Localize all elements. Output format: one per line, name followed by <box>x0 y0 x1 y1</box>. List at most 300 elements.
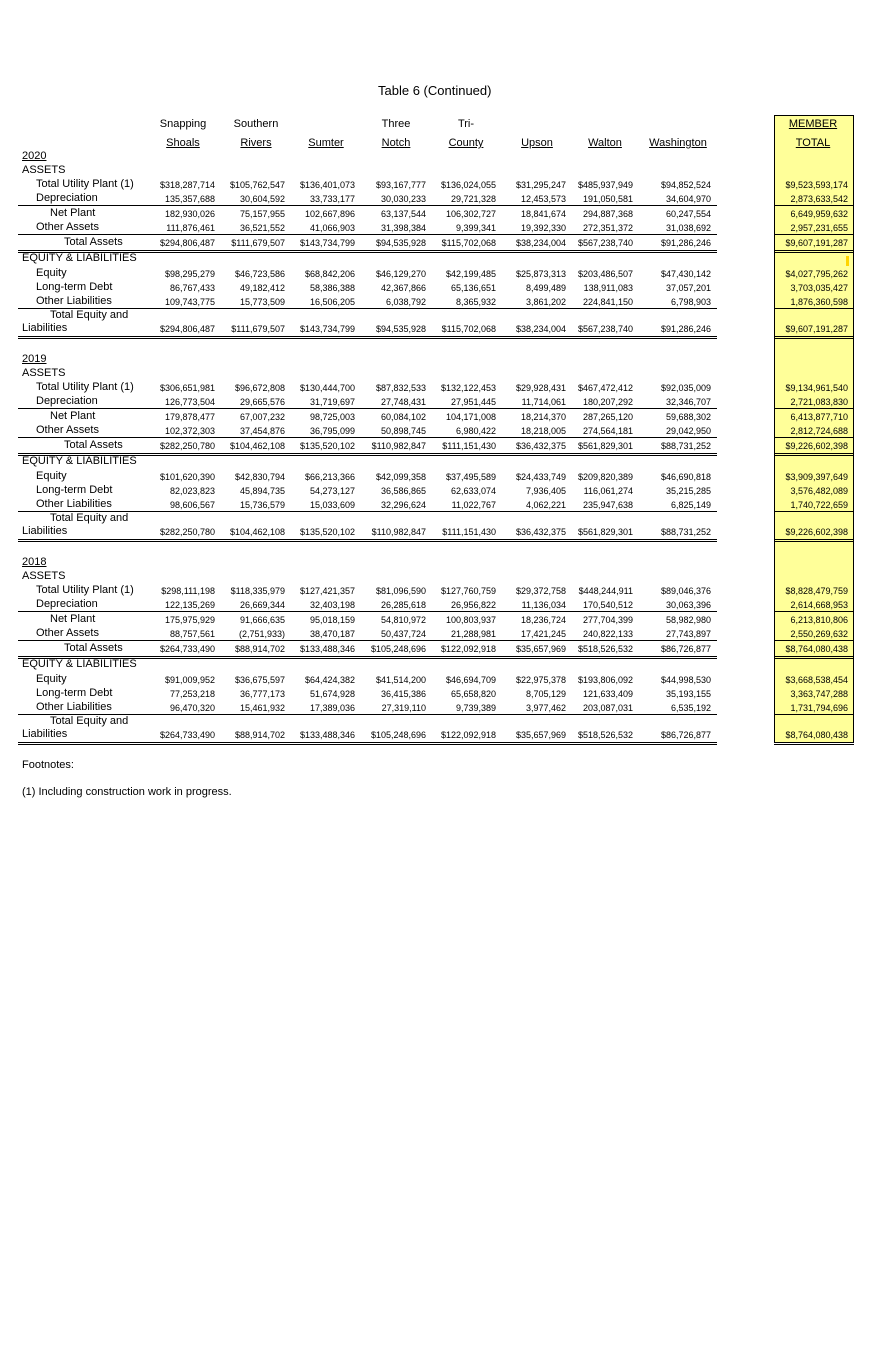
cell-total-utility-plant: $306,651,981 <box>159 383 215 393</box>
cell-net-plant: 63,137,544 <box>380 209 426 219</box>
cell-long-term-debt: 37,057,201 <box>665 283 711 293</box>
cell-total-utility-plant: $9,134,961,540 <box>785 383 848 393</box>
cell-long-term-debt: 45,894,735 <box>239 486 285 496</box>
cell-long-term-debt: 35,215,285 <box>665 486 711 496</box>
cell-other-liabilities: 15,736,579 <box>239 500 285 510</box>
cell-total-utility-plant: $298,111,198 <box>161 586 215 596</box>
cell-equity: $101,620,390 <box>159 472 215 482</box>
cell-total-assets: $36,432,375 <box>515 441 566 451</box>
cell-total-eq-liab: $264,733,490 <box>159 730 215 740</box>
cell-total-assets: $9,607,191,287 <box>785 238 848 248</box>
cell-depreciation: 27,748,431 <box>380 397 426 407</box>
cell-depreciation: 2,614,668,953 <box>790 600 848 610</box>
cell-equity: $203,486,507 <box>577 269 633 279</box>
cell-total-assets: $282,250,780 <box>159 441 215 451</box>
cell-long-term-debt: 58,386,388 <box>309 283 355 293</box>
cell-equity: $41,514,200 <box>375 675 426 685</box>
cell-long-term-debt: 8,499,489 <box>525 283 566 293</box>
cell-total-eq-liab: $9,607,191,287 <box>785 324 848 334</box>
cell-other-assets: (2,751,933) <box>238 629 285 639</box>
cell-net-plant: 100,803,937 <box>445 615 496 625</box>
cell-total-eq-liab: $143,734,799 <box>299 324 355 334</box>
cell-long-term-debt: 36,415,386 <box>380 689 426 699</box>
cell-total-assets: $567,238,740 <box>577 238 633 248</box>
cell-other-liabilities: 16,506,205 <box>309 297 355 307</box>
cell-equity: $37,495,589 <box>445 472 496 482</box>
cell-equity: $36,675,597 <box>234 675 285 685</box>
cell-equity: $46,723,586 <box>234 269 285 279</box>
cell-net-plant: 104,171,008 <box>445 412 496 422</box>
cell-equity: $42,199,485 <box>445 269 496 279</box>
cell-other-assets: 2,550,269,632 <box>790 629 848 639</box>
cell-depreciation: 126,773,504 <box>164 397 215 407</box>
cell-long-term-debt: 3,363,747,288 <box>790 689 848 699</box>
cell-other-assets: 29,042,950 <box>665 426 711 436</box>
column-header-line2: Upson <box>521 137 553 149</box>
cell-total-eq-liab: $38,234,004 <box>515 324 566 334</box>
underline-rule <box>18 308 717 309</box>
cell-other-assets: 272,351,372 <box>582 223 633 233</box>
cell-total-eq-liab: $518,526,532 <box>577 730 633 740</box>
cell-other-assets: 240,822,133 <box>582 629 633 639</box>
cell-other-liabilities: 4,062,221 <box>525 500 566 510</box>
cell-other-liabilities: 98,606,567 <box>169 500 215 510</box>
cell-total-assets: $561,829,301 <box>577 441 633 451</box>
row-label-total-assets: Total Assets <box>64 236 123 248</box>
cell-depreciation: 30,030,233 <box>380 194 426 204</box>
cell-equity: $68,842,206 <box>304 269 355 279</box>
cell-other-assets: 2,812,724,688 <box>790 426 848 436</box>
row-label-other-assets: Other Assets <box>36 221 99 233</box>
cell-total-utility-plant: $136,024,055 <box>440 180 496 190</box>
cell-other-assets: 27,743,897 <box>665 629 711 639</box>
cell-other-assets: 6,980,422 <box>455 426 496 436</box>
cell-net-plant: 18,236,724 <box>520 615 566 625</box>
cell-total-eq-liab: $122,092,918 <box>440 730 496 740</box>
cell-depreciation: 34,604,970 <box>665 194 711 204</box>
cell-long-term-debt: 116,061,274 <box>583 486 633 496</box>
assets-heading: ASSETS <box>22 367 66 379</box>
cell-other-assets: 19,392,330 <box>520 223 566 233</box>
cell-other-liabilities: 6,798,903 <box>670 297 711 307</box>
cell-other-liabilities: 235,947,638 <box>582 500 633 510</box>
cell-total-utility-plant: $118,335,979 <box>230 586 285 596</box>
cell-total-assets: $294,806,487 <box>159 238 215 248</box>
cell-total-eq-liab: $86,726,877 <box>660 730 711 740</box>
column-header-line2: Walton <box>588 137 622 149</box>
member-total-top-border <box>774 115 854 116</box>
cell-net-plant: 277,704,399 <box>582 615 633 625</box>
cell-long-term-debt: 62,633,074 <box>450 486 496 496</box>
cell-equity: $22,975,378 <box>515 675 566 685</box>
cell-total-eq-liab: $135,520,102 <box>299 527 355 537</box>
row-label-net-plant: Net Plant <box>50 207 96 219</box>
underline-rule <box>18 611 717 612</box>
cell-long-term-debt: 82,023,823 <box>169 486 215 496</box>
cell-total-utility-plant: $93,167,777 <box>375 180 426 190</box>
cell-depreciation: 29,665,576 <box>239 397 285 407</box>
total-equity-liabilities-label-2: Liabilities <box>22 728 68 740</box>
row-label-total-utility-plant: Total Utility Plant (1) <box>36 178 134 190</box>
cell-other-liabilities: 27,319,110 <box>381 703 426 713</box>
underline-rule <box>774 714 854 715</box>
cell-depreciation: 29,721,328 <box>450 194 496 204</box>
cell-net-plant: 75,157,955 <box>239 209 285 219</box>
cell-depreciation: 30,604,592 <box>239 194 285 204</box>
cell-total-assets: $110,982,847 <box>371 441 426 451</box>
cell-equity: $42,099,358 <box>375 472 426 482</box>
cell-equity: $4,027,795,262 <box>785 269 848 279</box>
cell-total-assets: $94,535,928 <box>375 238 426 248</box>
total-equity-liabilities-label-2: Liabilities <box>22 322 68 334</box>
cell-net-plant: 179,878,477 <box>164 412 215 422</box>
cell-depreciation: 30,063,396 <box>665 600 711 610</box>
cell-other-assets: 38,470,187 <box>309 629 355 639</box>
cell-depreciation: 26,956,822 <box>450 600 496 610</box>
cell-total-utility-plant: $94,852,524 <box>660 180 711 190</box>
cell-net-plant: 106,302,727 <box>445 209 496 219</box>
cell-total-utility-plant: $29,372,758 <box>515 586 566 596</box>
cell-total-utility-plant: $136,401,073 <box>299 180 355 190</box>
cell-total-utility-plant: $448,244,911 <box>578 586 633 596</box>
cell-long-term-debt: 65,136,651 <box>450 283 496 293</box>
cell-other-assets: 36,795,099 <box>309 426 355 436</box>
cell-total-assets: $104,462,108 <box>229 441 285 451</box>
equity-liabilities-heading: EQUITY & LIABILITIES <box>22 455 137 467</box>
row-label-other-liabilities: Other Liabilities <box>36 498 112 510</box>
cell-other-assets: 31,038,692 <box>665 223 711 233</box>
cell-depreciation: 2,873,633,542 <box>790 194 848 204</box>
assets-heading: ASSETS <box>22 164 66 176</box>
cell-total-utility-plant: $29,928,431 <box>515 383 566 393</box>
underline-rule <box>18 234 717 235</box>
column-header-line1: Tri- <box>457 118 475 130</box>
underline-rule <box>774 437 854 438</box>
cell-other-liabilities: 1,876,360,598 <box>790 297 848 307</box>
footnote-item: (1) Including construction work in progress. <box>22 786 232 798</box>
column-header-line1: Three <box>381 118 411 130</box>
cell-net-plant: 59,688,302 <box>665 412 711 422</box>
cell-depreciation: 2,721,083,830 <box>790 397 848 407</box>
cell-long-term-debt: 51,674,928 <box>309 689 355 699</box>
double-rule <box>774 539 854 542</box>
underline-rule <box>774 205 854 206</box>
double-rule <box>18 453 717 456</box>
underline-rule <box>774 308 854 309</box>
cell-total-assets: $88,914,702 <box>234 644 285 654</box>
cell-other-assets: 50,437,724 <box>380 629 426 639</box>
cell-other-liabilities: 6,535,192 <box>670 703 711 713</box>
cell-long-term-debt: 49,182,412 <box>239 283 285 293</box>
cell-total-assets: $115,702,068 <box>441 238 496 248</box>
cell-total-utility-plant: $8,828,479,759 <box>785 586 848 596</box>
cell-total-eq-liab: $294,806,487 <box>159 324 215 334</box>
cell-total-utility-plant: $485,937,949 <box>577 180 633 190</box>
cell-total-eq-liab: $94,535,928 <box>375 324 426 334</box>
cell-total-eq-liab: $88,731,252 <box>660 527 711 537</box>
row-label-depreciation: Depreciation <box>36 395 98 407</box>
cell-total-utility-plant: $132,122,453 <box>440 383 496 393</box>
cell-depreciation: 11,136,034 <box>521 600 566 610</box>
cell-total-eq-liab: $111,679,507 <box>231 324 285 334</box>
row-label-equity: Equity <box>36 470 67 482</box>
cell-net-plant: 175,975,929 <box>164 615 215 625</box>
cell-net-plant: 6,413,877,710 <box>790 412 848 422</box>
column-header-line2: Rivers <box>240 137 272 149</box>
cell-other-assets: 274,564,181 <box>582 426 633 436</box>
column-header-line2: County <box>448 137 484 149</box>
row-label-other-liabilities: Other Liabilities <box>36 295 112 307</box>
cell-total-assets: $88,731,252 <box>660 441 711 451</box>
cell-total-utility-plant: $127,760,759 <box>440 586 496 596</box>
cell-other-assets: 88,757,561 <box>169 629 215 639</box>
cell-net-plant: 294,887,368 <box>582 209 633 219</box>
cell-long-term-debt: 121,633,409 <box>582 689 633 699</box>
cell-other-assets: 21,288,981 <box>450 629 496 639</box>
cell-total-eq-liab: $104,462,108 <box>229 527 285 537</box>
cell-other-liabilities: 1,740,722,659 <box>790 500 848 510</box>
underline-rule <box>18 714 717 715</box>
cell-total-eq-liab: $133,488,346 <box>299 730 355 740</box>
cell-total-utility-plant: $92,035,009 <box>660 383 711 393</box>
row-label-long-term-debt: Long-term Debt <box>36 484 113 496</box>
double-rule <box>18 742 717 745</box>
footnotes-heading: Footnotes: <box>22 759 74 771</box>
cell-other-liabilities: 3,861,202 <box>525 297 566 307</box>
underline-rule <box>774 611 854 612</box>
row-label-other-assets: Other Assets <box>36 627 99 639</box>
row-label-long-term-debt: Long-term Debt <box>36 281 113 293</box>
cell-total-assets: $8,764,080,438 <box>785 644 848 654</box>
cell-depreciation: 122,135,269 <box>164 600 215 610</box>
cell-total-eq-liab: $111,151,430 <box>442 527 496 537</box>
row-label-total-assets: Total Assets <box>64 642 123 654</box>
cell-total-utility-plant: $9,523,593,174 <box>785 180 848 190</box>
underline-rule <box>18 437 717 438</box>
cell-depreciation: 191,050,581 <box>582 194 633 204</box>
cell-total-assets: $135,520,102 <box>299 441 355 451</box>
cell-long-term-debt: 138,911,083 <box>583 283 633 293</box>
cell-net-plant: 6,213,810,806 <box>790 615 848 625</box>
cell-long-term-debt: 86,767,433 <box>169 283 215 293</box>
cell-other-assets: 111,876,461 <box>166 223 215 233</box>
cell-net-plant: 102,667,896 <box>304 209 355 219</box>
cell-other-liabilities: 15,033,609 <box>309 500 355 510</box>
member-total-header-line1: MEMBER <box>788 118 838 130</box>
cell-equity: $42,830,794 <box>234 472 285 482</box>
section-year: 2018 <box>22 556 47 568</box>
cell-other-liabilities: 9,739,389 <box>455 703 496 713</box>
cell-long-term-debt: 35,193,155 <box>665 689 711 699</box>
double-rule <box>18 539 717 542</box>
row-label-depreciation: Depreciation <box>36 598 98 610</box>
cell-equity: $44,998,530 <box>660 675 711 685</box>
cell-other-assets: 41,066,903 <box>309 223 355 233</box>
page-title: Table 6 (Continued) <box>378 83 492 98</box>
cell-total-assets: $518,526,532 <box>577 644 633 654</box>
cell-long-term-debt: 42,367,866 <box>380 283 426 293</box>
underline-rule <box>774 234 854 235</box>
cell-total-assets: $86,726,877 <box>660 644 711 654</box>
cell-depreciation: 180,207,292 <box>582 397 633 407</box>
cell-equity: $66,213,366 <box>304 472 355 482</box>
cell-total-utility-plant: $96,672,808 <box>234 383 285 393</box>
cell-other-liabilities: 224,841,150 <box>582 297 633 307</box>
cell-total-utility-plant: $89,046,376 <box>660 586 711 596</box>
cell-total-assets: $91,286,246 <box>660 238 711 248</box>
cell-net-plant: 54,810,972 <box>380 615 426 625</box>
cell-total-eq-liab: $105,248,696 <box>370 730 426 740</box>
row-label-total-assets: Total Assets <box>64 439 123 451</box>
cell-long-term-debt: 3,576,482,089 <box>790 486 848 496</box>
total-equity-liabilities-label: Total Equity and <box>50 715 129 727</box>
cell-total-utility-plant: $105,762,547 <box>229 180 285 190</box>
cell-total-eq-liab: $282,250,780 <box>159 527 215 537</box>
underline-rule <box>18 408 717 409</box>
cell-total-assets: $35,657,969 <box>515 644 566 654</box>
underline-rule <box>774 511 854 512</box>
cell-depreciation: 27,951,445 <box>450 397 496 407</box>
cell-other-liabilities: 8,365,932 <box>455 297 496 307</box>
cell-net-plant: 58,982,980 <box>665 615 711 625</box>
cell-equity: $64,424,382 <box>304 675 355 685</box>
cell-total-utility-plant: $318,287,714 <box>159 180 215 190</box>
member-total-header-line2: TOTAL <box>795 137 831 149</box>
section-year: 2019 <box>22 353 47 365</box>
row-label-other-assets: Other Assets <box>36 424 99 436</box>
cell-long-term-debt: 8,705,129 <box>525 689 566 699</box>
total-equity-liabilities-label: Total Equity and <box>50 309 129 321</box>
cell-net-plant: 67,007,232 <box>239 412 285 422</box>
cell-other-liabilities: 17,389,036 <box>309 703 355 713</box>
cell-equity: $24,433,749 <box>515 472 566 482</box>
cell-total-eq-liab: $9,226,602,398 <box>785 527 848 537</box>
cell-total-utility-plant: $81,096,590 <box>375 586 426 596</box>
column-header-line1: Snapping <box>159 118 207 130</box>
double-rule <box>774 742 854 745</box>
cell-net-plant: 6,649,959,632 <box>790 209 848 219</box>
cell-total-assets: $9,226,602,398 <box>785 441 848 451</box>
cell-long-term-debt: 36,777,173 <box>239 689 285 699</box>
cell-net-plant: 18,841,674 <box>520 209 566 219</box>
underline-rule <box>18 640 717 641</box>
cell-total-eq-liab: $110,982,847 <box>371 527 426 537</box>
cell-equity: $3,668,538,454 <box>785 675 848 685</box>
cell-total-assets: $133,488,346 <box>299 644 355 654</box>
double-rule <box>774 656 854 659</box>
cell-other-liabilities: 1,731,794,696 <box>790 703 848 713</box>
cell-equity: $98,295,279 <box>164 269 215 279</box>
cell-other-liabilities: 6,825,149 <box>670 500 711 510</box>
row-label-equity: Equity <box>36 267 67 279</box>
cell-equity: $193,806,092 <box>577 675 633 685</box>
cell-total-eq-liab: $35,657,969 <box>515 730 566 740</box>
cell-net-plant: 18,214,370 <box>520 412 566 422</box>
cell-equity: $209,820,389 <box>577 472 633 482</box>
cell-depreciation: 26,285,618 <box>380 600 426 610</box>
cell-equity: $46,690,818 <box>660 472 711 482</box>
cell-net-plant: 60,084,102 <box>380 412 426 422</box>
cell-other-assets: 50,898,745 <box>380 426 426 436</box>
cell-total-eq-liab: $561,829,301 <box>577 527 633 537</box>
cell-total-eq-liab: $36,432,375 <box>515 527 566 537</box>
cell-net-plant: 60,247,554 <box>665 209 711 219</box>
cell-other-assets: 37,454,876 <box>239 426 285 436</box>
cell-other-assets: 102,372,303 <box>164 426 215 436</box>
cell-other-liabilities: 15,773,509 <box>239 297 285 307</box>
row-label-equity: Equity <box>36 673 67 685</box>
cell-long-term-debt: 36,586,865 <box>380 486 426 496</box>
cell-long-term-debt: 65,658,820 <box>450 689 496 699</box>
assets-heading: ASSETS <box>22 570 66 582</box>
column-header-line1: Southern <box>233 118 279 130</box>
row-label-net-plant: Net Plant <box>50 410 96 422</box>
cell-equity: $47,430,142 <box>660 269 711 279</box>
cell-net-plant: 98,725,003 <box>309 412 355 422</box>
cell-total-utility-plant: $127,421,357 <box>299 586 355 596</box>
underline-rule <box>774 640 854 641</box>
cell-total-eq-liab: $8,764,080,438 <box>785 730 848 740</box>
double-rule <box>774 250 854 253</box>
cell-depreciation: 26,669,344 <box>239 600 285 610</box>
cell-other-liabilities: 15,461,932 <box>239 703 285 713</box>
cell-equity: $46,129,270 <box>375 269 426 279</box>
cell-total-eq-liab: $88,914,702 <box>234 730 285 740</box>
cell-other-liabilities: 11,022,767 <box>451 500 496 510</box>
row-label-other-liabilities: Other Liabilities <box>36 701 112 713</box>
double-rule <box>774 336 854 339</box>
cell-depreciation: 135,357,688 <box>164 194 215 204</box>
cell-other-assets: 9,399,341 <box>455 223 496 233</box>
equity-liabilities-heading: EQUITY & LIABILITIES <box>22 658 137 670</box>
double-rule <box>774 453 854 456</box>
cell-total-assets: $143,734,799 <box>299 238 355 248</box>
cell-equity: $46,694,709 <box>445 675 496 685</box>
underline-rule <box>18 511 717 512</box>
row-label-depreciation: Depreciation <box>36 192 98 204</box>
cell-total-eq-liab: $115,702,068 <box>441 324 496 334</box>
cell-depreciation: 11,714,061 <box>521 397 566 407</box>
cell-net-plant: 91,666,635 <box>239 615 285 625</box>
cell-other-liabilities: 32,296,624 <box>380 500 426 510</box>
column-header-line2: Sumter <box>308 137 344 149</box>
cell-other-liabilities: 203,087,031 <box>582 703 633 713</box>
cell-net-plant: 287,265,120 <box>582 412 633 422</box>
row-label-long-term-debt: Long-term Debt <box>36 687 113 699</box>
cell-depreciation: 32,403,198 <box>309 600 355 610</box>
row-label-net-plant: Net Plant <box>50 613 96 625</box>
cell-total-eq-liab: $567,238,740 <box>577 324 633 334</box>
cell-long-term-debt: 7,936,405 <box>525 486 566 496</box>
cell-long-term-debt: 77,253,218 <box>169 689 215 699</box>
row-label-total-utility-plant: Total Utility Plant (1) <box>36 584 134 596</box>
cell-total-utility-plant: $87,832,533 <box>375 383 426 393</box>
cell-equity: $3,909,397,649 <box>785 472 848 482</box>
cell-total-assets: $111,151,430 <box>442 441 496 451</box>
row-label-total-utility-plant: Total Utility Plant (1) <box>36 381 134 393</box>
column-header-line2: Washington <box>649 137 707 149</box>
cell-total-utility-plant: $31,295,247 <box>515 180 566 190</box>
cell-long-term-debt: 54,273,127 <box>309 486 355 496</box>
double-rule <box>18 250 717 253</box>
cell-other-liabilities: 3,977,462 <box>525 703 566 713</box>
highlight-marker <box>846 256 849 266</box>
underline-rule <box>774 408 854 409</box>
cell-other-assets: 17,421,245 <box>520 629 566 639</box>
section-year: 2020 <box>22 150 47 162</box>
cell-total-assets: $122,092,918 <box>440 644 496 654</box>
cell-other-assets: 31,398,384 <box>380 223 426 233</box>
